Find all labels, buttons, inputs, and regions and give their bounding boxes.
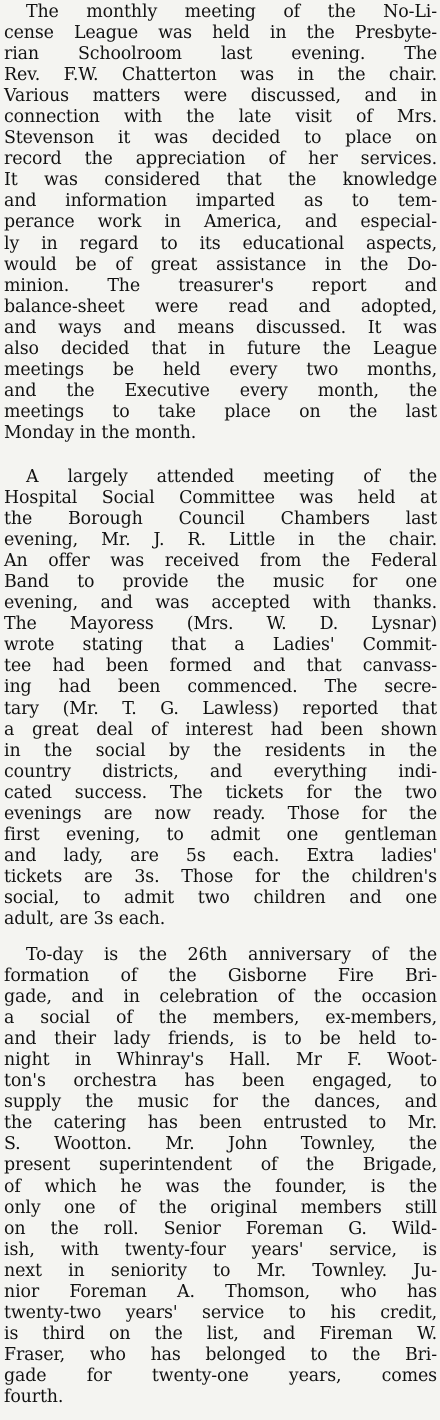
text-line: gade for twenty-one years, comes xyxy=(4,1365,437,1386)
text-line: wrote stating that a Ladies' Commit- xyxy=(4,635,437,656)
text-line: balance-sheet were read and adopted, xyxy=(4,296,437,317)
text-line: meetings to take place on the last xyxy=(4,401,437,422)
text-line: only one of the original members still xyxy=(4,1197,437,1218)
text-line: An offer was received from the Federal xyxy=(4,551,437,572)
text-line: S. Wootton. Mr. John Townley, the xyxy=(4,1134,437,1155)
text-line: next in seniority to Mr. Townley. Ju- xyxy=(4,1260,437,1281)
text-line: tickets are 3s. Those for the children's xyxy=(4,866,437,887)
text-line: record the appreciation of her services. xyxy=(4,149,437,170)
text-line: ish, with twenty-four years' service, is xyxy=(4,1239,437,1260)
text-line: ton's orchestra has been engaged, to xyxy=(4,1071,437,1092)
text-line: and information imparted as to tem- xyxy=(4,191,437,212)
text-line: rian Schoolroom last evening. The xyxy=(4,44,437,65)
text-line: a great deal of interest had been shown xyxy=(4,719,437,740)
text-line: also decided that in future the League xyxy=(4,338,437,359)
text-line: present superintendent of the Brigade, xyxy=(4,1155,437,1176)
text-line: tary (Mr. T. G. Lawless) reported that xyxy=(4,698,437,719)
text-line: nior Foreman A. Thomson, who has xyxy=(4,1281,437,1302)
text-line: ly in regard to its educational aspects, xyxy=(4,233,437,254)
text-line: Stevenson it was decided to place on xyxy=(4,128,437,149)
text-line: would be of great assistance in the Do- xyxy=(4,254,437,275)
text-line: evenings are now ready. Those for the xyxy=(4,803,437,824)
text-line: twenty-two years' service to his credit, xyxy=(4,1302,437,1323)
text-line: and the Executive every month, the xyxy=(4,380,437,401)
text-line: Band to provide the music for one xyxy=(4,572,437,593)
paragraph-no-license-league xyxy=(4,2,437,444)
text-line: gade, and in celebration of the occasion xyxy=(4,987,437,1008)
text-line: fourth. xyxy=(4,1387,64,1407)
text-line: evening, and was accepted with thanks. xyxy=(4,593,437,614)
text-line: tee had been formed and that canvass- xyxy=(4,656,437,677)
text-line: first evening, to admit one gentleman xyxy=(4,824,437,845)
text-line: Fraser, who has belonged to the Bri- xyxy=(4,1344,437,1365)
text-line: It was considered that the knowledge xyxy=(4,170,437,191)
paragraph-spacer xyxy=(4,930,437,945)
text-line: adult, are 3s each. xyxy=(4,908,166,929)
text-line: The monthly meeting of the No-Li- xyxy=(26,2,437,22)
text-line: and lady, are 5s each. Extra ladies' xyxy=(4,845,437,866)
text-line: and their lady friends, is to be held to- xyxy=(4,1029,437,1050)
text-line: is third on the list, and Fireman W. xyxy=(4,1323,437,1344)
text-line: minion. The treasurer's report and xyxy=(4,275,437,296)
text-line: a social of the members, ex-members, xyxy=(4,1008,437,1029)
text-line: A largely attended meeting of the xyxy=(26,466,437,487)
text-line: night in Whinray's Hall. Mr F. Woot- xyxy=(4,1050,437,1071)
text-line: cated success. The tickets for the two xyxy=(4,782,437,803)
text-line: country districts, and everything indi- xyxy=(4,761,437,782)
text-line: Rev. F.W. Chatterton was in the chair. xyxy=(4,65,437,86)
text-line: and ways and means discussed. It was xyxy=(4,317,437,338)
paragraph-hospital-social xyxy=(4,467,437,930)
paragraph-fire-brigade xyxy=(4,945,437,1408)
text-line: Monday in the month. xyxy=(4,422,197,443)
text-line: in the social by the residents in the xyxy=(4,740,437,761)
paragraph-spacer xyxy=(4,444,437,467)
text-line: The Mayoress (Mrs. W. D. Lysnar) xyxy=(4,614,437,635)
text-line: Hospital Social Committee was held at xyxy=(4,488,437,509)
text-line: supply the music for the dances, and xyxy=(4,1092,437,1113)
text-line: perance work in America, and especial- xyxy=(4,212,437,233)
text-line: meetings be held every two months, xyxy=(4,359,437,380)
text-line: social, to admit two children and one xyxy=(4,887,437,908)
text-line: Various matters were discussed, and in xyxy=(4,86,437,107)
text-line: the Borough Council Chambers last xyxy=(4,509,437,530)
text-line: on the roll. Senior Foreman G. Wild- xyxy=(4,1218,437,1239)
text-line: formation of the Gisborne Fire Bri- xyxy=(4,966,437,987)
text-line: of which he was the founder, is the xyxy=(4,1176,437,1197)
text-line: connection with the late visit of Mrs. xyxy=(4,107,437,128)
text-line: To-day is the 26th anniversary of the xyxy=(26,945,437,966)
text-line: cense League was held in the Presbyte- xyxy=(4,23,437,44)
text-line: ing had been commenced. The secre- xyxy=(4,677,437,698)
text-line: evening, Mr. J. R. Little in the chair. xyxy=(4,530,437,551)
text-line: the catering has been entrusted to Mr. xyxy=(4,1113,437,1134)
